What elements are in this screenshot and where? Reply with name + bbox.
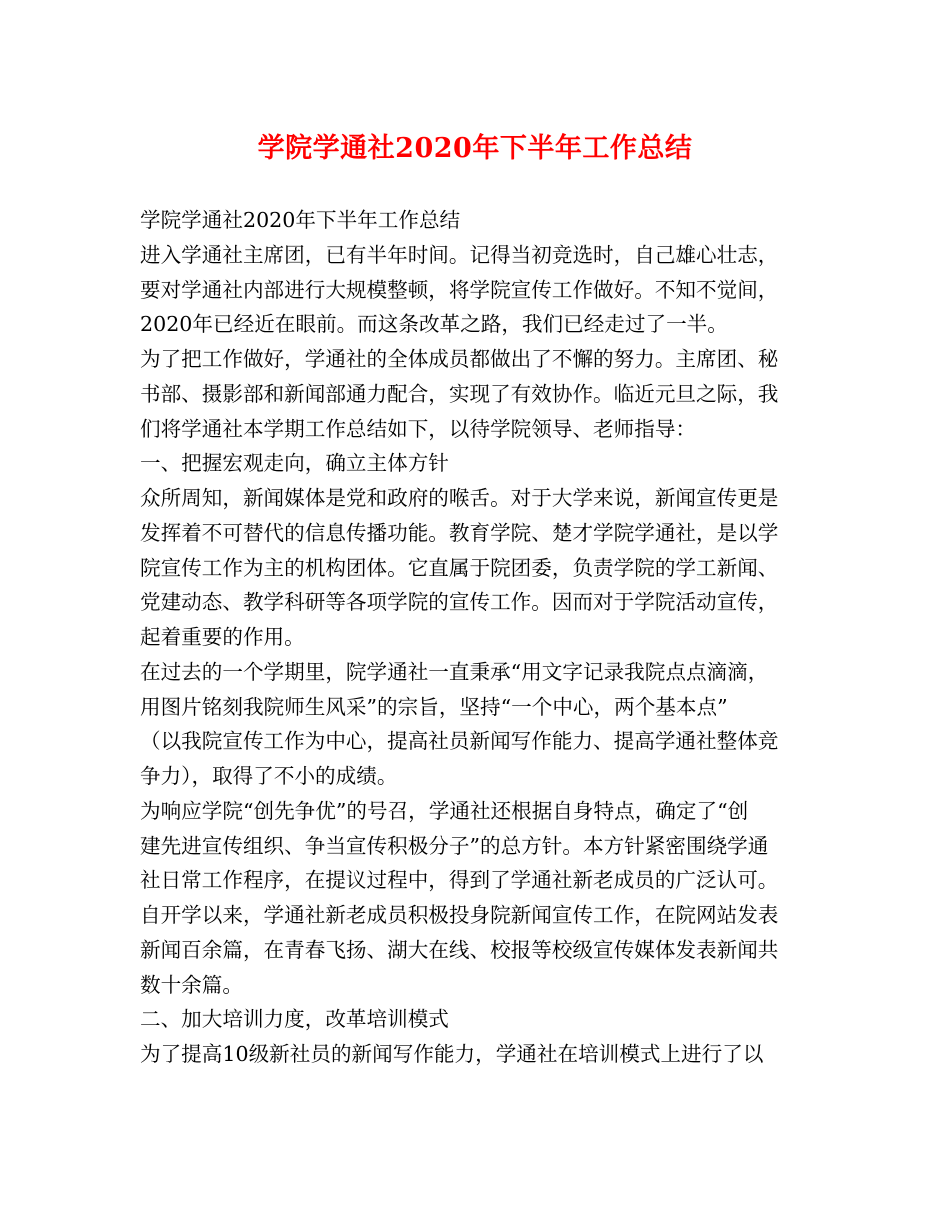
body-line: 为了提高10级新社员的新闻写作能力，学通社在培训模式上进行了以: [140, 1042, 764, 1066]
body-line: 学院学通社2020年下半年工作总结: [140, 208, 461, 232]
body-line: 争力），取得了不小的成绩。: [140, 764, 398, 788]
body-line: 进入学通社主席团，已有半年时间。记得当初竞选时，自己雄心壮志，: [140, 242, 779, 267]
body-line: 用图片铭刻我院师生风采”的宗旨，坚持“一个中心，两个基本点”: [140, 694, 728, 719]
body-line: 为了把工作做好，学通社的全体成员都做出了不懈的努力。主席团、秘: [140, 347, 779, 371]
body-line: 们将学通社本学期工作总结如下，以待学院领导、老师指导：: [140, 416, 697, 441]
section-heading: 一、把握宏观走向，确立主体方针: [140, 451, 449, 476]
body-line: 起着重要的作用。: [140, 625, 305, 649]
body-line: 数十余篇。: [140, 972, 243, 997]
body-line: 新闻百余篇，在青春飞扬、湖大在线、校报等校级宣传媒体发表新闻共: [140, 937, 779, 962]
body-line: 众所周知，新闻媒体是党和政府的喉舌。对于大学来说，新闻宣传更是: [140, 486, 779, 510]
body-line: 院宣传工作为主的机构团体。它直属于院团委，负责学院的学工新闻、: [140, 555, 779, 580]
body-line: 2020年已经近在眼前。而这条改革之路，我们已经走过了一半。: [140, 312, 728, 337]
body-line: 要对学通社内部进行大规模整顿，将学院宣传工作做好。不知不觉间，: [140, 277, 779, 302]
body-line: （以我院宣传工作为中心，提高社员新闻写作能力、提高学通社整体竞: [140, 729, 779, 754]
body-line: 社日常工作程序，在提议过程中，得到了学通社新老成员的广泛认可。: [140, 868, 779, 893]
body-line: 为响应学院“创先争优”的号召，学通社还根据自身特点，确定了“创: [140, 798, 749, 823]
body-line: 党建动态、教学科研等各项学院的宣传工作。因而对于学院活动宣传，: [140, 590, 779, 615]
section-heading: 二、加大培训力度，改革培训模式: [140, 1007, 449, 1032]
document-title: 学院学通社2020年下半年工作总结: [257, 133, 693, 164]
body-line: 在过去的一个学期里，院学通社一直秉承“用文字记录我院点点滴滴，: [140, 659, 769, 684]
body-line: 书部、摄影部和新闻部通力配合，实现了有效协作。临近元旦之际，我: [140, 381, 779, 406]
body-line: 自开学以来，学通社新老成员积极投身院新闻宣传工作，在院网站发表: [140, 903, 779, 927]
body-line: 建先进宣传组织、争当宣传积极分子”的总方针。本方针紧密围绕学通: [140, 833, 769, 858]
body-line: 发挥着不可替代的信息传播功能。教育学院、楚才学院学通社，是以学: [140, 520, 779, 545]
document-body: [140, 203, 820, 1072]
